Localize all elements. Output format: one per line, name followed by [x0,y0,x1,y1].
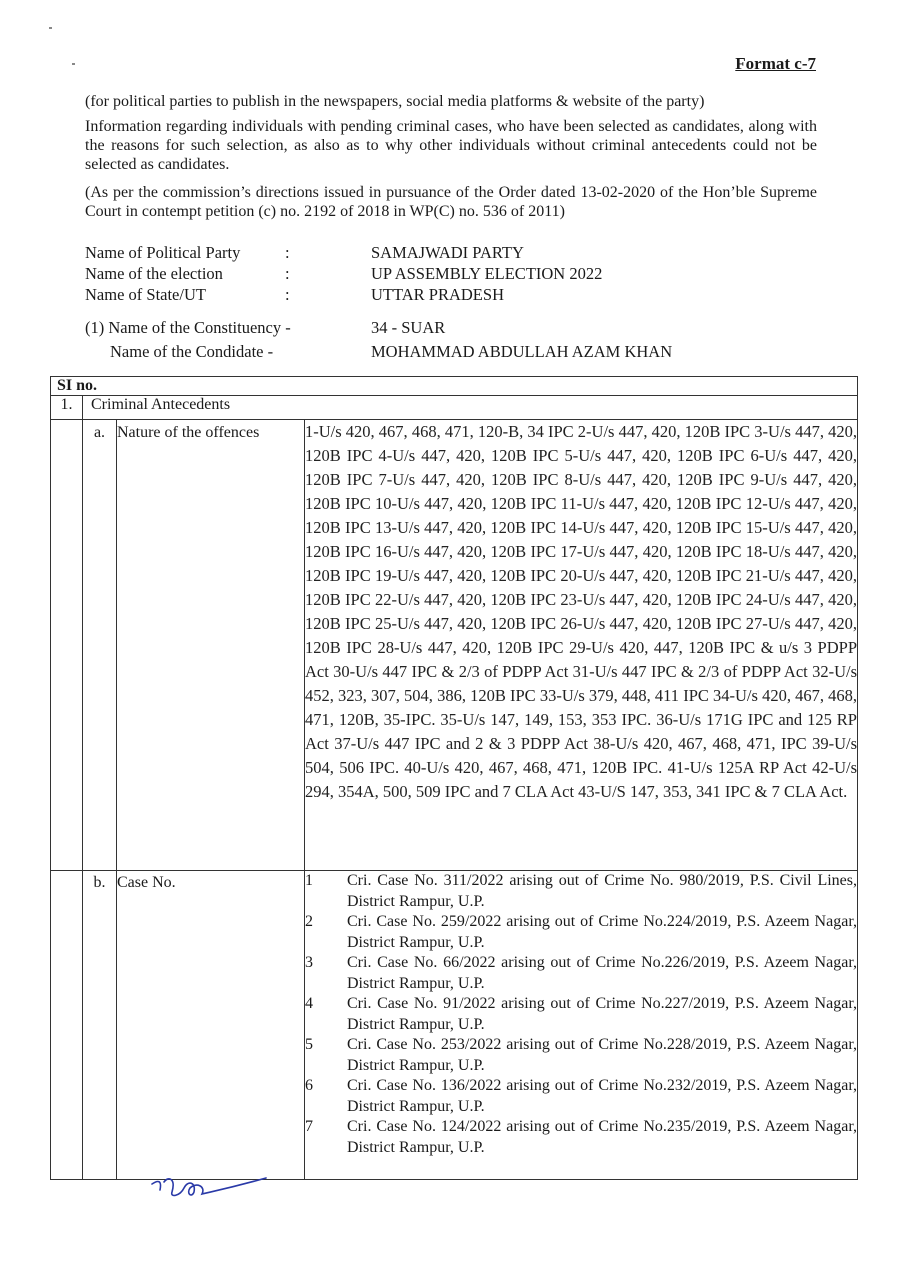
case-text: Cri. Case No. 136/2022 arising out of Crime No.232/2019, P.S. Azeem Nagar, District Rampur, U.P. [347,1077,857,1115]
case-items [305,871,857,1158]
table-header-row [51,377,858,396]
offences-text: 1-U/s 420, 467, 468, 471, 120-B, 34 IPC 2-U/s 447, 420, 120B IPC 3-U/s 447, 420, 120B IPC 4-U/s 447, 420, 120B IPC 5-U/s 447, 420, 120B IPC 6-U/s 447, 420, 120B IPC 7-U/s 447, 420, 120B IPC 8-U/s 447, 420, 120B IPC 9-U/s 447, 420, 120B IPC 10-U/s 447, 420, 120B IPC 11-U/s 447, 420, 120B IPC 12-U/s 447, 420, 120B IPC 13-U/s 447, 420, 120B IPC 14-U/s 447, 420, 120B IPC 15-U/s 447, 420, 120B IPC 16-U/s 447, 420, 120B IPC 17-U/s 447, 420, 120B IPC 18-U/s 447, 420, 120B IPC 19-U/s 447, 420, 120B IPC 20-U/s 447, 420, 120B IPC 21-U/s 447, 420, 120B IPC 22-U/s 447, 420, 120B IPC 23-U/s 447, 420, 120B IPC 24-U/s 447, 420, 120B IPC 25-U/s 447, 420, 120B IPC 26-U/s 447, 420, 120B IPC 27-U/s 447, 420, 120B IPC 28-U/s 447, 420, 120B IPC 29-U/s 420, 447, 120B IPC & u/s 3 PDPP Act 30-U/s 447 IPC & 2/3 of PDPP Act 31-U/s 447 IPC & 2/3 of PDPP Act 32-U/s 452, 323, 307, 504, 386, 120B IPC 33-U/s 379, 448, 411 IPC 34-U/s 420, 467, 468, 471, 120B, 35-IPC. 35-U/s 147, 149, 153, 353 IPC. 36-U/s 171G IPC and 125 RP Act 37-U/s 447 IPC and 2 & 3 PDPP Act 38-U/s 420, 467, 468, 471, IPC 39-U/s 504, 506 IPC. 40-U/s 420, 467, 468, 471, 120B IPC. 41-U/s 125A RP Act 42-U/s 294, 354A, 500, 509 IPC and 7 CLA Act 43-U/S 147, 353, 341 IPC & 7 CLA Act. [305,420,858,871]
constituency-row [85,316,672,340]
case-text: Cri. Case No. 253/2022 arising out of Crime No.228/2019, P.S. Azeem Nagar, District Rampur, U.P. [347,1036,857,1074]
case-row [51,871,858,1180]
constituency-label: (1) Name of the Constituency - [85,318,291,337]
party-details [85,242,771,305]
candidate-value: MOHAMMAD ABDULLAH AZAM KHAN [371,342,673,361]
intro-paragraph-3: (As per the commission’s directions issued in pursuance of the Order dated 13-02-2020 of the Hon’ble Supreme Court in contempt petition (c) no. 2192 of 2018 in WP(C) no. 536 of 2011) [85,184,817,220]
offences-row [51,420,858,871]
case-item [305,871,857,912]
intro-paragraph-1: (for political parties to publish in the newspapers, social media platforms & website of the party) [85,93,705,110]
candidate-label: Name of the Condidate - [110,342,274,361]
row-letter: a. [83,420,117,871]
election-row [85,263,771,284]
row-letter: b. [83,871,117,1180]
case-text: Cri. Case No. 311/2022 arising out of Crime No. 980/2019, P.S. Civil Lines, District Rampur, U.P. [347,872,857,910]
case-item [305,912,857,953]
case-item [305,1117,857,1158]
case-number: 7 [305,1118,313,1135]
party-row [85,242,771,263]
constituency-value: 34 - SUAR [371,318,446,337]
case-text: Cri. Case No. 91/2022 arising out of Crime No.227/2019, P.S. Azeem Nagar, District Rampur, U.P. [347,995,857,1033]
case-text: Cri. Case No. 66/2022 arising out of Crime No.226/2019, P.S. Azeem Nagar, District Rampur, U.P. [347,954,857,992]
case-item [305,994,857,1035]
colon: : [285,264,290,283]
case-text: Cri. Case No. 124/2022 arising out of Crime No.235/2019, P.S. Azeem Nagar, District Rampur, U.P. [347,1118,857,1156]
party-label: Name of Political Party [85,243,241,262]
offences-label: Nature of the offences [117,420,305,871]
colon: : [285,243,290,262]
election-label: Name of the election [85,264,223,283]
antecedents-table [50,376,858,1180]
election-value: UP ASSEMBLY ELECTION 2022 [371,264,603,283]
blank-cell [51,871,83,1180]
state-label: Name of State/UT [85,285,206,304]
case-number: 4 [305,995,313,1012]
case-number: 1 [305,872,313,889]
criminal-antecedents-row [51,396,858,420]
row-number: 1. [51,396,83,420]
case-text: Cri. Case No. 259/2022 arising out of Crime No.224/2019, P.S. Azeem Nagar, District Rampur, U.P. [347,913,857,951]
case-number: 3 [305,954,313,971]
case-number: 2 [305,913,313,930]
case-number: 5 [305,1036,313,1053]
format-label: Format c-7 [735,54,816,73]
case-item [305,1035,857,1076]
state-row [85,284,771,305]
signature-mark [150,1168,270,1204]
case-list [305,871,858,1180]
colon: : [285,285,290,304]
intro-paragraph-2: Information regarding individuals with pending criminal cases, who have been selected as candidates, along with the reasons for such selection, as also as to why other individuals without criminal antecedents could not be selected as candidates. [85,118,817,173]
scan-speck [72,63,75,65]
case-item [305,953,857,994]
case-number: 6 [305,1077,313,1094]
blank-cell [51,420,83,871]
case-no-label: Case No. [117,871,305,1180]
party-value: SAMAJWADI PARTY [371,243,524,262]
case-item [305,1076,857,1117]
sl-no-header: SI no. [51,377,858,396]
candidate-row [85,340,672,364]
criminal-antecedents-label: Criminal Antecedents [83,396,858,420]
scan-speck [49,27,52,29]
constituency-details [85,316,672,364]
state-value: UTTAR PRADESH [371,285,504,304]
